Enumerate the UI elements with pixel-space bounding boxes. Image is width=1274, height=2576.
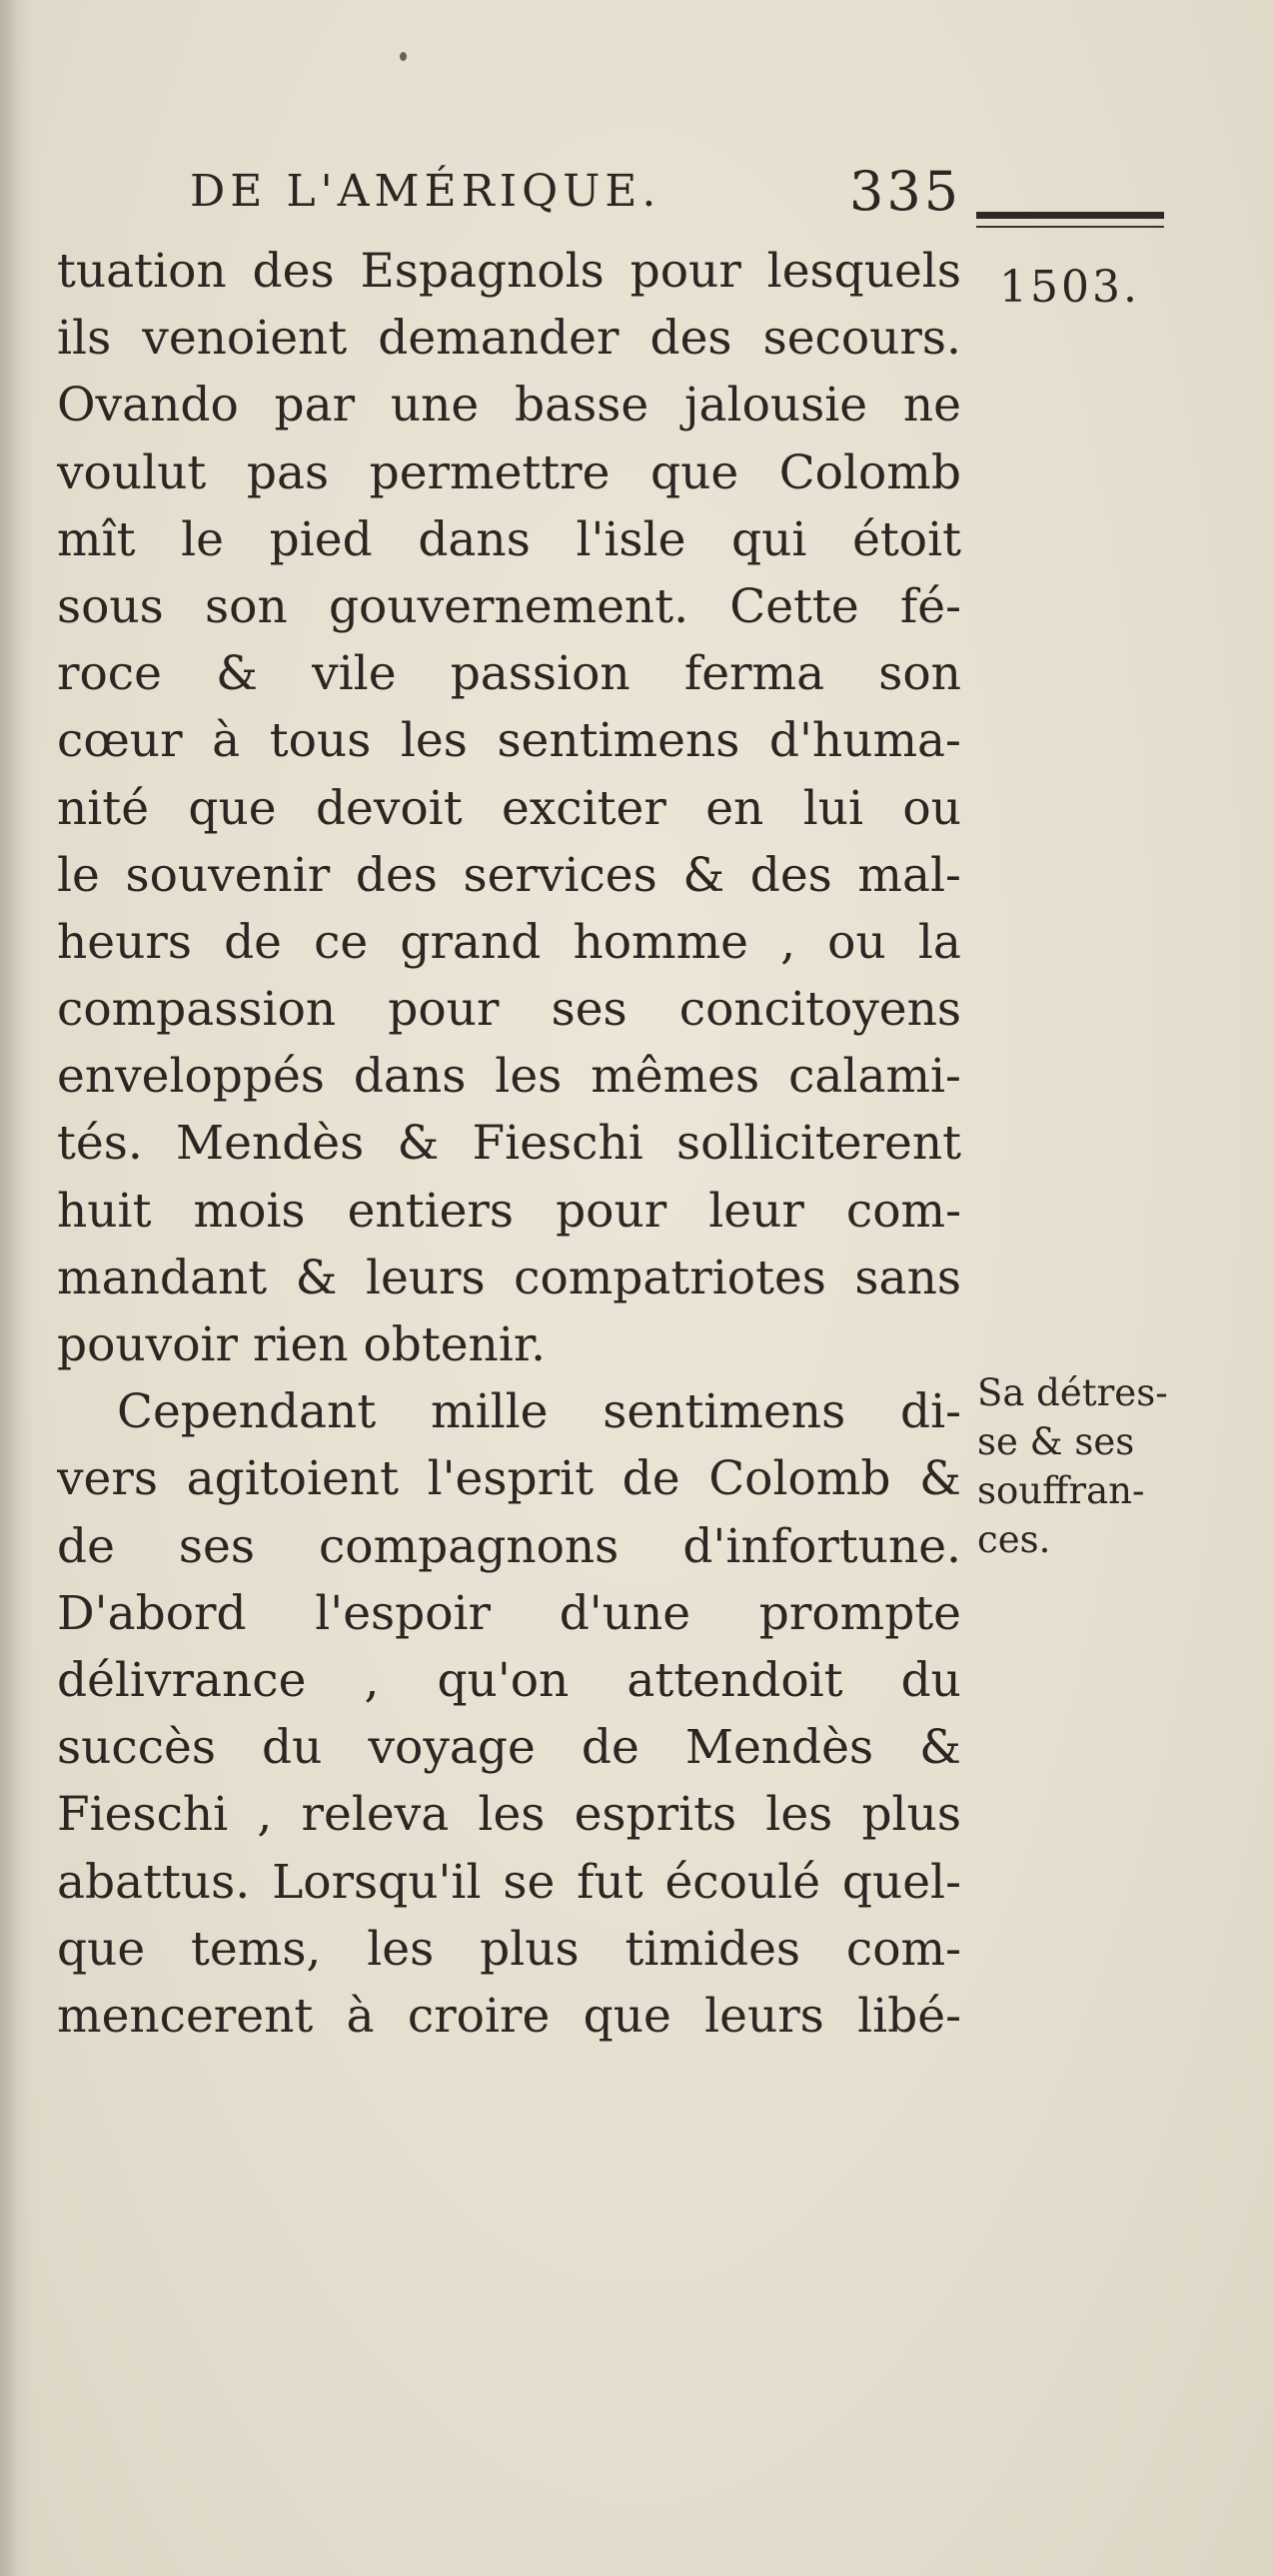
word: succès — [57, 1720, 216, 1776]
word: souvenir — [125, 847, 331, 903]
word: gouvernement. — [328, 578, 689, 634]
word: le — [181, 511, 224, 567]
page-number: 335 — [849, 160, 962, 223]
text-line — [57, 909, 961, 976]
word: sentimens — [497, 713, 740, 769]
word: les — [765, 1787, 833, 1843]
word: venoient — [142, 311, 348, 367]
word: Mendès — [684, 1720, 874, 1776]
word: mois — [193, 1183, 306, 1239]
word: Cependant — [117, 1384, 377, 1440]
text-line — [57, 1849, 961, 1916]
margin-note — [977, 1368, 1207, 1564]
word: basse — [515, 378, 649, 433]
word: solliciterent — [675, 1116, 961, 1172]
word: entiers — [347, 1183, 515, 1239]
margin-note-line: ces. — [977, 1518, 1051, 1561]
word: son — [205, 578, 288, 634]
word: les — [495, 1049, 563, 1105]
word: compagnons — [318, 1518, 620, 1574]
word: leurs — [704, 1988, 824, 2044]
text-line — [57, 1983, 961, 2050]
text-line — [57, 1043, 961, 1110]
word: d'une — [559, 1585, 691, 1641]
word: dans — [418, 511, 531, 567]
word: libé- — [857, 1988, 961, 2044]
word: des — [355, 847, 438, 903]
word: ou — [902, 780, 961, 836]
word: ferma — [683, 646, 825, 702]
word: mille — [431, 1384, 549, 1440]
word: les — [367, 1921, 435, 1977]
text-line: pouvoir rien obtenir. — [57, 1317, 547, 1372]
page-header — [190, 160, 1169, 230]
word: Mendès — [176, 1116, 365, 1172]
margin-note-line: souffran- — [977, 1469, 1145, 1512]
word: tous — [269, 713, 372, 769]
word: qu'on — [437, 1652, 570, 1708]
word: com- — [845, 1183, 961, 1239]
word: mal- — [857, 847, 961, 903]
word: des — [749, 847, 832, 903]
text-line — [57, 1110, 961, 1177]
word: croire — [407, 1988, 551, 2044]
word: leurs — [365, 1250, 486, 1305]
word: abattus. — [57, 1854, 251, 1910]
word: mêmes — [591, 1049, 760, 1105]
margin-note-line: se & ses — [977, 1420, 1135, 1463]
word: une — [390, 378, 480, 433]
word: pied — [269, 511, 373, 567]
text-line — [57, 1580, 961, 1647]
word: que — [650, 444, 739, 500]
word: ses — [178, 1518, 255, 1574]
word: l'isle — [576, 511, 686, 567]
word: plus — [480, 1921, 580, 1977]
word: & — [682, 847, 725, 903]
word: roce — [57, 646, 162, 702]
word: ils — [57, 311, 112, 367]
word: voulut — [57, 444, 207, 500]
text-line — [57, 1378, 961, 1445]
word: services — [463, 847, 657, 903]
word: passion — [450, 646, 631, 702]
word: de — [57, 1518, 115, 1574]
word: devoit — [315, 780, 463, 836]
word: de — [581, 1720, 639, 1776]
gutter-shadow — [0, 0, 34, 2576]
word: que — [57, 1921, 146, 1977]
word: Colomb — [708, 1451, 891, 1507]
word: concitoyens — [678, 982, 961, 1038]
word: attendoit — [627, 1652, 843, 1708]
word: tuation — [57, 244, 227, 299]
word: calami- — [788, 1049, 961, 1105]
word: & — [919, 1720, 961, 1776]
word: se — [503, 1854, 556, 1910]
word: leur — [708, 1183, 804, 1239]
text-line — [57, 1513, 961, 1580]
word: & — [397, 1116, 440, 1172]
word: D'abord — [57, 1585, 247, 1641]
word: Lorsqu'il — [272, 1854, 482, 1910]
text-line — [57, 707, 961, 774]
word: du — [262, 1720, 323, 1776]
word: des — [252, 244, 335, 299]
word: quel- — [841, 1854, 961, 1910]
word: agitoient — [186, 1451, 399, 1507]
text-line — [57, 573, 961, 640]
word: des — [649, 311, 732, 367]
word: d'infortune. — [682, 1518, 961, 1574]
word: Colomb — [778, 444, 961, 500]
word: que — [583, 1988, 671, 2044]
word: grand — [400, 914, 542, 970]
word: pour — [556, 1183, 667, 1239]
word: exciter — [501, 780, 666, 836]
word: les — [400, 713, 468, 769]
word: la — [917, 914, 961, 970]
word: nité — [57, 780, 150, 836]
word: esprits — [574, 1787, 737, 1843]
word: étoit — [852, 511, 961, 567]
word: du — [900, 1652, 961, 1708]
word: permettre — [369, 444, 611, 500]
word: di- — [900, 1384, 961, 1440]
text-line — [57, 1245, 961, 1311]
word: ou — [827, 914, 886, 970]
text-line — [57, 1647, 961, 1714]
word: tés. — [57, 1116, 143, 1172]
word: secours. — [762, 311, 961, 367]
word: voyage — [368, 1720, 536, 1776]
word: en — [705, 780, 764, 836]
text-line — [57, 1178, 961, 1245]
word: vile — [312, 646, 397, 702]
word: Cette — [729, 578, 859, 634]
text-line — [57, 1714, 961, 1781]
word: les — [478, 1787, 546, 1843]
word: sous — [57, 578, 164, 634]
margin-note-line: Sa détres- — [977, 1371, 1168, 1414]
word: lesquels — [766, 244, 961, 299]
word: enveloppés — [57, 1049, 325, 1105]
body-text — [57, 238, 961, 2050]
ink-speck — [400, 52, 407, 61]
word: plus — [861, 1787, 961, 1843]
word: huit — [57, 1183, 152, 1239]
text-line — [57, 842, 961, 909]
word: heurs — [57, 914, 192, 970]
word: d'huma- — [768, 713, 961, 769]
word: , — [364, 1652, 380, 1708]
word: à — [212, 713, 241, 769]
word: dans — [353, 1049, 467, 1105]
text-line — [57, 1781, 961, 1848]
word: Fieschi — [472, 1116, 643, 1172]
text-line — [57, 506, 961, 573]
word: qui — [731, 511, 807, 567]
word: Ovando — [57, 378, 239, 433]
word: par — [274, 378, 356, 433]
running-head: DE L'AMÉRIQUE. — [190, 166, 661, 217]
word: délivrance — [57, 1652, 307, 1708]
word: vers — [57, 1451, 158, 1507]
word: Fieschi — [57, 1787, 229, 1843]
word: mencerent — [57, 1988, 314, 2044]
word: jalousie — [683, 378, 868, 433]
word: prompte — [758, 1585, 961, 1641]
word: , — [780, 914, 796, 970]
word: demander — [378, 311, 620, 367]
text-line — [57, 372, 961, 438]
word: cœur — [57, 713, 183, 769]
text-line — [57, 305, 961, 372]
word: pas — [246, 444, 330, 500]
word: pour — [388, 982, 500, 1038]
word: com- — [845, 1921, 961, 1977]
word: compassion — [57, 982, 337, 1038]
word: ne — [902, 378, 961, 433]
word: écoulé — [664, 1854, 821, 1910]
word: releva — [301, 1787, 450, 1843]
text-line — [57, 238, 961, 305]
word: ses — [551, 982, 628, 1038]
word: fé- — [899, 578, 961, 634]
word: timides — [625, 1921, 801, 1977]
word: lui — [802, 780, 864, 836]
word: à — [346, 1988, 375, 2044]
word: que — [188, 780, 277, 836]
word: & — [216, 646, 258, 702]
header-rule-thin — [976, 226, 1164, 228]
text-line — [57, 640, 961, 707]
word: compatriotes — [514, 1250, 826, 1305]
word: sentimens — [603, 1384, 846, 1440]
word: mît — [57, 511, 136, 567]
word: Espagnols — [360, 244, 605, 299]
word: mandant — [57, 1250, 268, 1305]
word: son — [878, 646, 961, 702]
text-line — [57, 439, 961, 506]
text-line — [57, 1916, 961, 1983]
word: pour — [630, 244, 741, 299]
word: l'esprit — [427, 1451, 594, 1507]
text-line — [57, 775, 961, 842]
word: le — [57, 847, 100, 903]
header-rule — [976, 212, 1164, 219]
word: ce — [314, 914, 369, 970]
word: de — [622, 1451, 680, 1507]
word: de — [224, 914, 282, 970]
word: sans — [854, 1250, 961, 1305]
text-line — [57, 976, 961, 1043]
word: homme — [573, 914, 748, 970]
word: , — [257, 1787, 273, 1843]
word: & — [295, 1250, 338, 1305]
word: tems, — [191, 1921, 322, 1977]
text-line — [57, 1445, 961, 1512]
word: fut — [577, 1854, 643, 1910]
margin-year: 1503. — [999, 262, 1140, 313]
word: l'espoir — [315, 1585, 492, 1641]
word: & — [919, 1451, 961, 1507]
